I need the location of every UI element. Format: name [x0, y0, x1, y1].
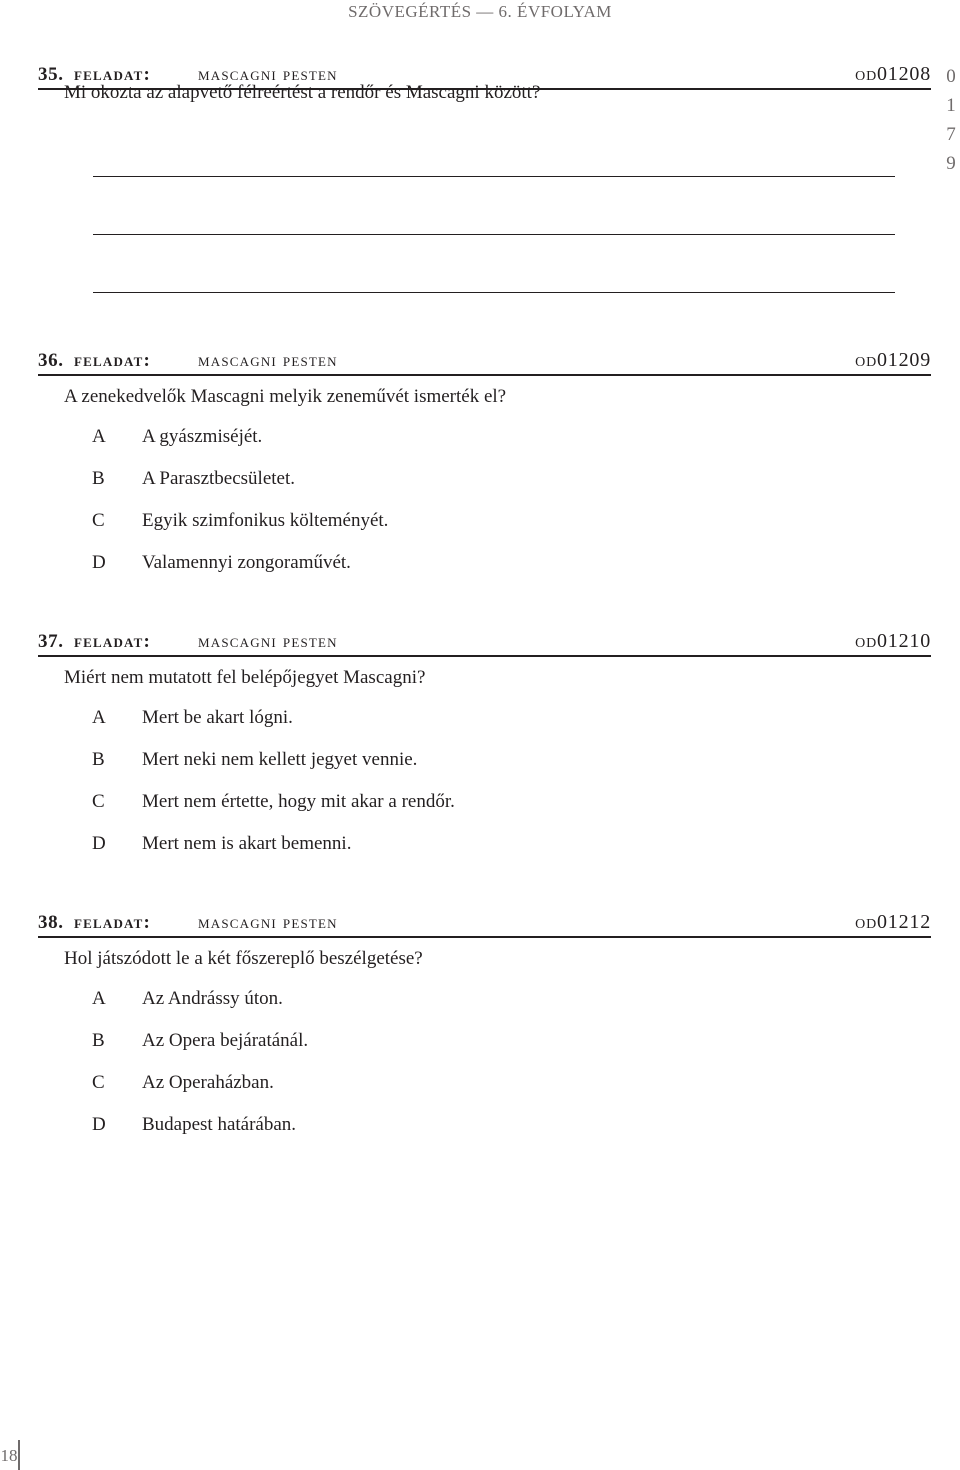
task-code: od01208 — [855, 63, 931, 85]
page-edge-bar — [18, 1440, 20, 1470]
task-number: 36. — [38, 350, 64, 371]
task-code: od01210 — [855, 630, 931, 652]
option-text: Mert nem értette, hogy mit akar a rendőr. — [142, 791, 455, 812]
score-code[interactable]: 1 — [946, 95, 956, 116]
score-code[interactable]: 0 — [946, 66, 956, 87]
option-text: Budapest határában. — [142, 1114, 297, 1135]
option-letter: A — [92, 707, 106, 728]
task-37 — [38, 629, 931, 854]
question-text: Mi okozta az alapvető félreértést a rendőr és Mascagni között? — [64, 82, 541, 103]
option-letter: B — [92, 1030, 105, 1051]
task-label: feladat: — [74, 350, 152, 371]
option-text: Az Andrássy úton. — [142, 988, 283, 1009]
option-letter: A — [92, 988, 106, 1009]
task-header — [38, 629, 931, 657]
option-letter: C — [92, 791, 105, 812]
answer-line-1[interactable] — [93, 176, 895, 177]
task-number: 38. — [38, 912, 64, 933]
page-number: 18 — [0, 1446, 18, 1465]
question-text: A zenekedvelők Mascagni melyik zeneművét ismerték el? — [64, 386, 507, 407]
option-letter: A — [92, 426, 106, 447]
option-text: Egyik szimfonikus költeményét. — [142, 510, 389, 531]
score-code[interactable]: 9 — [946, 153, 956, 174]
option-text: A gyászmiséjét. — [142, 426, 263, 447]
option-text: Mert nem is akart bemenni. — [142, 833, 352, 854]
option-letter: B — [92, 749, 105, 770]
answer-line-3[interactable] — [93, 292, 895, 293]
task-header — [38, 348, 931, 376]
option-text: Az Opera bejáratánál. — [142, 1030, 309, 1051]
answer-line-2[interactable] — [93, 234, 895, 235]
task-code: od01209 — [855, 349, 931, 371]
task-label: feladat: — [74, 631, 152, 652]
task-36 — [38, 348, 931, 573]
task-label: feladat: — [74, 912, 152, 933]
option-text: Mert be akart lógni. — [142, 707, 293, 728]
question-text: Miért nem mutatott fel belépőjegyet Mascagni? — [64, 667, 426, 688]
option-letter: C — [92, 510, 105, 531]
option-text: Mert neki nem kellett jegyet vennie. — [142, 749, 418, 770]
task-number: 35. — [38, 64, 64, 85]
task-header — [38, 910, 931, 938]
running-head: SZÖVEGÉRTÉS — 6. ÉVFOLYAM — [348, 2, 612, 21]
option-text: A Parasztbecsületet. — [142, 468, 296, 489]
task-title: mascagni pesten — [198, 912, 338, 933]
option-letter: D — [92, 833, 106, 854]
score-codes — [942, 62, 960, 178]
question-text: Hol játszódott le a két főszereplő beszélgetése? — [64, 948, 423, 969]
task-38 — [38, 910, 931, 1135]
task-title: mascagni pesten — [198, 350, 338, 371]
option-text: Valamennyi zongoraművét. — [142, 552, 351, 573]
task-code: od01212 — [855, 911, 931, 933]
task-35 — [38, 62, 931, 103]
score-code[interactable]: 7 — [946, 124, 956, 145]
option-letter: D — [92, 552, 106, 573]
option-text: Az Operaházban. — [142, 1072, 274, 1093]
option-letter: D — [92, 1114, 106, 1135]
task-label: feladat: — [74, 64, 152, 85]
task-number: 37. — [38, 631, 64, 652]
option-letter: C — [92, 1072, 105, 1093]
task-title: mascagni pesten — [198, 631, 338, 652]
option-letter: B — [92, 468, 105, 489]
task-title: mascagni pesten — [198, 64, 338, 85]
